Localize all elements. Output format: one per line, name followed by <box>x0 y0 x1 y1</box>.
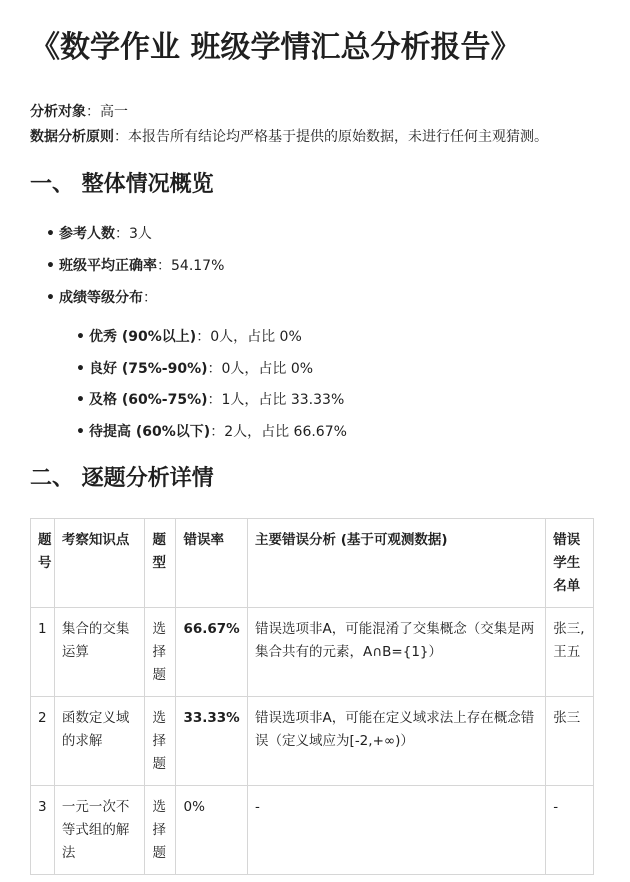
cell-error-rate: 66.67% <box>176 608 248 697</box>
cell-type: 选择题 <box>145 697 176 786</box>
header-students: 错误学生名单 <box>546 519 594 608</box>
cell-students: - <box>546 786 594 875</box>
list-item <box>46 286 224 318</box>
item-value: 54.17% <box>171 258 225 274</box>
item-label: 成绩等级分布 <box>59 290 143 306</box>
analysis-principle-sep: ： <box>114 129 128 145</box>
analysis-principle-row <box>30 125 548 150</box>
grade-value: 1人，占比 33.33% <box>221 392 345 409</box>
cell-analysis: 错误选项非A，可能混淆了交集概念（交集是两集合共有的元素，A∩B={1}） <box>248 608 546 697</box>
grade-sep: ： <box>207 392 222 409</box>
bullet-icon: • <box>46 290 55 306</box>
grade-sep: ： <box>207 360 222 377</box>
grade-sep: ： <box>210 424 225 441</box>
item-label: 参考人数 <box>59 226 115 242</box>
list-item <box>76 357 347 389</box>
grade-sep: ： <box>196 329 211 345</box>
item-sep: ： <box>143 290 157 306</box>
grade-distribution-list <box>76 325 347 452</box>
cell-topic: 一元一次不等式组的解法 <box>54 786 145 875</box>
item-label: 班级平均正确率 <box>59 258 157 274</box>
report-meta <box>30 100 548 150</box>
item-value: 3人 <box>129 226 152 242</box>
bullet-icon: • <box>76 424 85 441</box>
overview-list <box>46 222 224 318</box>
table-header-row <box>31 519 594 608</box>
list-item <box>46 222 224 254</box>
list-item <box>46 254 224 286</box>
grade-label: 待提高 (60%以下) <box>89 424 211 441</box>
grade-value: 0人，占比 0% <box>221 360 314 377</box>
bullet-icon: • <box>46 226 55 242</box>
analysis-object-label: 分析对象 <box>30 104 86 120</box>
bullet-icon: • <box>46 258 55 274</box>
report-title: 《数学作业 班级学情汇总分析报告》 <box>30 30 521 65</box>
cell-error-rate: 33.33% <box>176 697 248 786</box>
question-analysis-table <box>30 518 594 875</box>
item-sep: ： <box>115 226 129 242</box>
list-item <box>76 388 347 420</box>
cell-analysis: - <box>248 786 546 875</box>
header-type: 题型 <box>145 519 176 608</box>
grade-label: 良好 (75%-90%) <box>89 360 208 377</box>
item-sep: ： <box>157 258 171 274</box>
bullet-icon: • <box>76 360 85 377</box>
grade-value: 0人，占比 0% <box>210 329 302 345</box>
analysis-principle-value: 本报告所有结论均严格基于提供的原始数据，未进行任何主观猜测。 <box>128 129 548 145</box>
header-error-rate: 错误率 <box>176 519 248 608</box>
cell-topic: 函数定义域的求解 <box>54 697 145 786</box>
cell-analysis: 错误选项非A，可能在定义域求法上存在概念错误（定义域应为[-2,+∞)） <box>248 697 546 786</box>
cell-students: 张三, 王五 <box>546 608 594 697</box>
list-item <box>76 325 347 357</box>
header-topic: 考察知识点 <box>54 519 145 608</box>
cell-type: 选择题 <box>145 786 176 875</box>
bullet-icon: • <box>76 329 85 345</box>
cell-question-no: 2 <box>31 697 55 786</box>
bullet-icon: • <box>76 392 85 409</box>
table-row <box>31 786 594 875</box>
analysis-object-value: 高一 <box>100 104 128 120</box>
section-overview-heading: 一、 整体情况概览 <box>30 172 214 197</box>
section-detail-heading: 二、 逐题分析详情 <box>30 466 214 491</box>
analysis-object-row <box>30 100 548 125</box>
list-item <box>76 420 347 452</box>
cell-students: 张三 <box>546 697 594 786</box>
cell-question-no: 1 <box>31 608 55 697</box>
cell-error-rate: 0% <box>176 786 248 875</box>
table-row <box>31 697 594 786</box>
cell-topic: 集合的交集运算 <box>54 608 145 697</box>
cell-question-no: 3 <box>31 786 55 875</box>
header-analysis: 主要错误分析 (基于可观测数据) <box>248 519 546 608</box>
cell-type: 选择题 <box>145 608 176 697</box>
header-question-no: 题号 <box>31 519 55 608</box>
table-row <box>31 608 594 697</box>
grade-label: 优秀 (90%以上) <box>89 329 197 345</box>
grade-value: 2人，占比 66.67% <box>224 424 347 441</box>
grade-label: 及格 (60%-75%) <box>89 392 208 409</box>
analysis-object-sep: ： <box>86 104 100 120</box>
analysis-principle-label: 数据分析原则 <box>30 129 114 145</box>
